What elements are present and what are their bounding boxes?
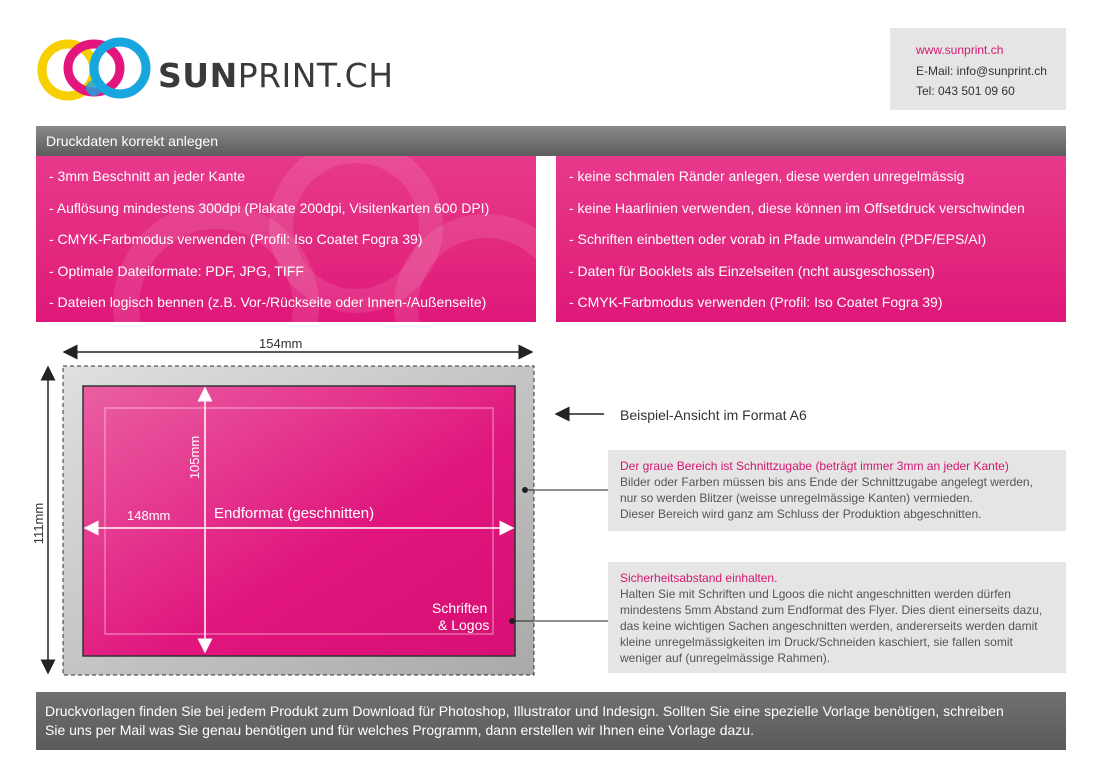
list-item: - CMYK-Farbmodus verwenden (Profil: Iso Coatet Fogra 39) xyxy=(49,231,423,247)
width-label: 154mm xyxy=(259,336,303,351)
list-item: - Schriften einbetten oder vorab in Pfade umwandeln (PDF/EPS/AI) xyxy=(569,231,987,247)
list-item: - Optimale Dateiformate: PDF, JPG, TIFF xyxy=(49,262,304,279)
endformat-label: Endformat (geschnitten) xyxy=(214,505,375,522)
tips-panel-right xyxy=(556,156,1066,322)
fonts-logos-label-2: & Logos xyxy=(438,617,490,633)
list-item: - Daten für Booklets als Einzelseiten (ncht ausgeschossen) xyxy=(569,262,935,279)
info-line: Dieser Bereich wird ganz am Schluss der Produktion abgeschnitten. xyxy=(620,507,982,521)
example-label: Beispiel-Ansicht im Format A6 xyxy=(620,407,807,423)
list-item: - CMYK-Farbmodus verwenden (Profil: Iso Coatet Fogra 39) xyxy=(569,294,943,310)
bleed-info-box xyxy=(608,450,1066,531)
tips-panel-left xyxy=(36,156,536,322)
info-line: nur so werden Blitzer (weisse unregelmässige Kanten) vermieden. xyxy=(620,491,973,505)
info-line: weniger auf (unregelmässige Rahmen). xyxy=(620,651,831,665)
info-line: mindestens 5mm Abstand zum Endformat des Flyer. Dies dient einerseits dazu, xyxy=(620,603,1043,617)
footer-note xyxy=(36,692,1066,750)
list-item: - keine Haarlinien verwenden, diese können im Offsetdruck verschwinden xyxy=(569,199,1025,216)
list-item: - 3mm Beschnitt an jeder Kante xyxy=(49,168,246,184)
info-line: kleine unregelmässigkeiten im Druck/Schneiden kaschiert, sie fallen somit xyxy=(620,635,1013,649)
info-line: das keine wichtigen Sachen angeschnitten werden, andererseits werden damit xyxy=(620,619,1038,633)
info-line: Halten Sie mit Schriften und Lgoos die nicht angeschnitten werden dürfen xyxy=(620,587,1011,601)
info-line: Bilder oder Farben müssen bis ans Ende der Schnittzugabe angelegt werden, xyxy=(620,475,1033,489)
brand-name: SUNPRINT.CH xyxy=(158,56,394,95)
inner-height-label: 105mm xyxy=(187,435,203,480)
tips-list-right xyxy=(556,156,1066,322)
website-link[interactable]: www.sunprint.ch xyxy=(916,43,1004,57)
list-item: - Auflösung mindestens 300dpi (Plakate 200dpi, Visitenkarten 600 DPI) xyxy=(49,199,490,216)
bleed-info-heading: Der graue Bereich ist Schnittzugabe (beträgt immer 3mm an jeder Kante) xyxy=(620,459,1009,473)
bleed-connector-dot xyxy=(522,487,528,493)
safety-info-box xyxy=(608,562,1066,673)
inner-width-label: 148mm xyxy=(127,508,171,523)
safety-info-heading: Sicherheitsabstand einhalten. xyxy=(620,571,778,585)
tips-list-left xyxy=(36,156,536,322)
phone-text: Tel: 043 501 09 60 xyxy=(916,84,1015,98)
list-item: - Dateien logisch bennen (z.B. Vor-/Rückseite oder Innen-/Außenseite) xyxy=(49,294,487,310)
fonts-logos-label-1: Schriften xyxy=(432,600,488,616)
safety-connector-dot xyxy=(509,618,515,624)
height-label: 111mm xyxy=(31,502,47,545)
email-text[interactable]: E-Mail: info@sunprint.ch xyxy=(916,63,1047,78)
footer-line: Druckvorlagen finden Sie bei jedem Produkt zum Download für Photoshop, Illustrator und Indesign. Sollten Sie eine spezielle Vorlage benötigen, schreiben xyxy=(45,703,1004,719)
list-item: - keine schmalen Ränder anlegen, diese werden unregelmässig xyxy=(569,168,965,184)
section-title: Druckdaten korrekt anlegen xyxy=(36,126,1066,156)
footer-line: Sie uns per Mail was Sie genau benötigen und für welches Programm, dann erstellen wir Ihnen eine Vorlage dazu. xyxy=(45,722,754,738)
